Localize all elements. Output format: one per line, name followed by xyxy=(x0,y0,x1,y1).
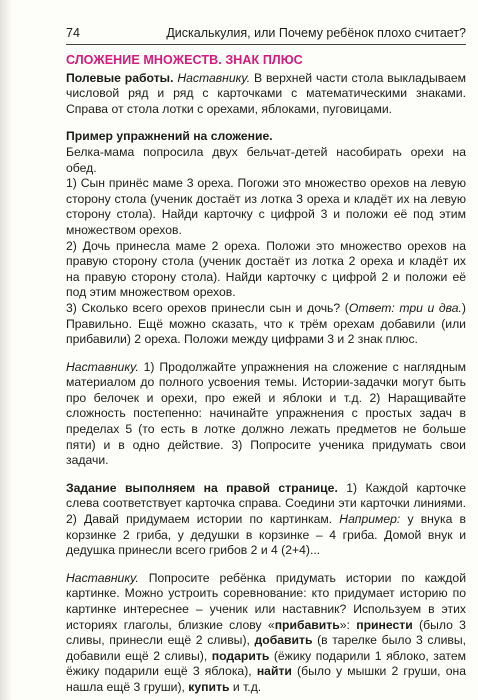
final-note-text-2: »: xyxy=(339,617,357,632)
final-note-text-7: и т.д. xyxy=(229,679,262,694)
final-note-text-5: (ёжику подарили 1 яблоко, затем ёжику подарили ещё 3 яблока), xyxy=(66,648,466,679)
page-number: 74 xyxy=(66,26,80,40)
example-intro: Белка-мама попросила двух бельчат-детей насобирать орехи на обед. xyxy=(66,144,466,175)
word-podarit: подарить xyxy=(211,648,270,663)
word-kupit: купить xyxy=(188,679,230,694)
field-work-paragraph xyxy=(66,71,466,118)
final-note-lead: Наставнику. xyxy=(66,570,139,585)
mentor-note-text: 1) Продолжайте упражнения на сложение с наглядным материалом до полного усвоения темы. Истории-задачки могут быть про белочек и орехи, про ежей и яблоки и т.д. 2) Наращивайте сложность постепенно: начинайте упражнения с простых задач в пределах 5 (то есть в лотке должно лежать предметов не больше пяти) и в одно действие. 3) Попросите ученика придумать свои задачи. xyxy=(66,359,466,468)
step-3-answer: Ответ: три и два. xyxy=(348,300,462,315)
task-text-1: 1) Каждой карточке слева соответствует карточка справа. Соедини эти карточки линиями. 2) Давай придумаем истории по картинкам. xyxy=(66,480,466,527)
step-3-question: 3) Сколько всего орехов принесли сын и дочь? ( xyxy=(66,300,349,315)
example-heading: Пример упражнений на сложение. xyxy=(66,129,273,144)
example-step-1: 1) Сын принёс маме 3 ореха. Погожи это множество орехов на левую сторону стола (ученик достаёт из лотка 3 ореха и кладёт их на левую сторону стола). Найди карточку с цифрой 3 и положи её под этим множеством орехов. xyxy=(66,176,466,237)
word-prinesti: принести xyxy=(356,617,413,632)
task-paragraph xyxy=(66,481,466,559)
final-note-text-1: Попросите ребёнка придумать истории по каждой картинке. Можно устроить соревнование: кто придумает историю по картинке интереснее – ученик или наставник? Используем в этих историях глаголы, близкие слову « xyxy=(66,570,467,632)
field-work-lead: Полевые работы. xyxy=(66,70,174,85)
task-text-2: у внука в корзинке 2 гриба, у дедушки в корзинке – 4 гриба. Домой внук и дедушка принесли всего грибов 2 и 4 (2+4)... xyxy=(66,512,467,558)
task-lead: Задание выполняем на правой странице. xyxy=(66,480,338,495)
mentor-note-paragraph xyxy=(66,360,466,469)
task-example-label: Например: xyxy=(339,512,401,527)
field-work-mentor: Наставнику. xyxy=(177,70,251,85)
running-header xyxy=(66,26,466,45)
word-naiti: найти xyxy=(256,664,292,679)
page-content xyxy=(66,53,466,696)
example-step-3 xyxy=(66,301,466,348)
final-note-text-6: (было у мышки 2 груши, она нашла ещё 3 груши), xyxy=(66,664,466,694)
word-dobavit: добавить xyxy=(254,633,313,648)
word-pribavit: прибавить xyxy=(274,617,340,632)
page-binding-shadow xyxy=(0,0,12,700)
book-page xyxy=(66,0,466,700)
section-title: СЛОЖЕНИЕ МНОЖЕСТВ. ЗНАК ПЛЮС xyxy=(66,53,303,67)
final-note-text-4: (в тарелке было 3 сливы, добавили ещё 2 сливы), xyxy=(66,633,467,663)
example-step-2: 2) Дочь принесла маме 2 ореха. Положи это множество орехов на правую сторону стола (ученик достаёт из лотка 2 ореха и кладёт их на правую сторону стола). Найди карточку с цифрой 2 и положи её под этим множеством орехов. xyxy=(66,238,466,300)
final-note-paragraph xyxy=(66,571,466,696)
step-3-after: ) Правильно. Ещё можно сказать, что к трём орехам добавили (или прибавили) 2 ореха. Положи между цифрами 3 и 2 знак плюс. xyxy=(66,300,466,347)
field-work-text: В верхней части стола выкладываем числовой ряд и ряд с карточками с математическими знаками. Справа от стола лотки с орехами, яблоками, пуговицами. xyxy=(66,70,466,116)
final-note-text-3: (было 3 сливы, принесли ещё 2 сливы), xyxy=(66,617,466,648)
mentor-note-lead: Наставнику. xyxy=(66,359,139,374)
running-title: Дискалькулия, или Почему ребёнок плохо считает? xyxy=(166,26,466,40)
